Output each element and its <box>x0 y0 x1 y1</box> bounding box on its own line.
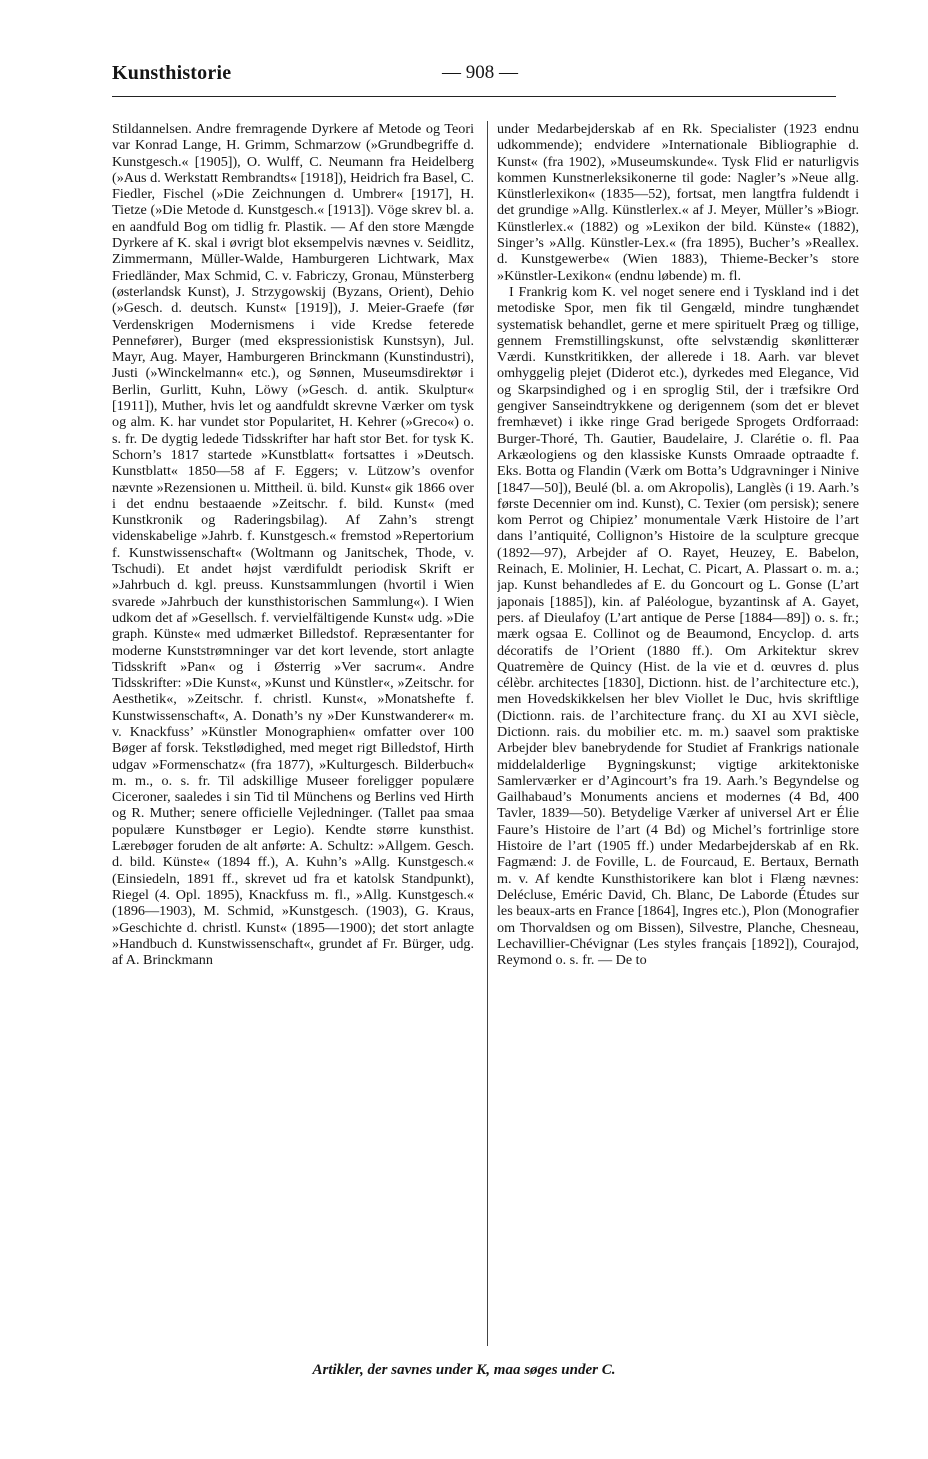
left-paragraph-1: Stildannelsen. Andre fremragende Dyrkere af Metode og Teori var Konrad Lange, H. Grimm, Schmarzow (»Grundbegriffe d. Kunstgesch.« [1905]), O. Wulff, C. Neumann fra Heidelberg (»Aus d. Werkstatt Rembrandts« [1918]), Heidrich fra Basel, C. Fiedler, Fischel (»Die Zeichnungen d. Umbrer« [1917], H. Tietze (»Die Metode d. Kunstgesch.« [1913]). Vöge skrev bl. a. en aandfuld Bog om tidlig fr. Plastik. — Af den store Mængde Dyrkere af K. skal i øvrigt blot eksempelvis nævnes v. Seidlitz, Zimmermann, Müller-Walde, Hamburgeren Lichtwark, Max Friedländer, Max Schmid, C. v. Fabriczy, Gronau, Münsterberg (østerlandsk Kunst), J. Strzygowskij (Byzans, Orient), Dehio (»Gesch. d. deutsch. Kunst« [1919]), J. Meier-Graefe (før Verdenskrigen Modernismens i vide Kredse feterede Pennefører), Burger (med ekspressionistisk Kunstsyn), Jul. Mayr, Aug. Mayer, Hamburgeren Brinckmann (Kunstindustri), Justi (»Winckelmann« etc.), og Sønnen, Museumsdirektør i Berlin, Gurlitt, Kuhn, Löwy (»Gesch. d. antik. Skulptur« [1911]), Muther, hvis let og aandfuldt skrevne Værker om tysk og alm. K. har vundet stor Popularitet, H. Kehrer (»Greco«) o. s. fr. De dygtig ledede Tidsskrifter har haft stor Bet. for tysk K. Schorn’s 1817 startede »Kunstblatt« fortsattes i »Deutsch. Kunstblatt« 1850—58 af F. Eggers; v. Lützow’s ovenfor nævnte »Rezensionen u. Mittheil. ü. bild. Kunst« gik 1866 over i det endnu bestaaende »Zeitschr. f. bild. Kunst« (med Kunstkronik og Raderingsbilag). Af Zahn’s strengt videnskabelige »Jahrb. f. Kunstgesch.« fremstod »Repertorium f. Kunstwissenschaft« (Woltmann og Janitschek, Thode, v. Tschudi). Et andet højst værdifuldt periodisk Skrift er »Jahrbuch d. kgl. preuss. Kunstsammlungen (hvortil i Wien svarede »Jahrbuch der kunsthistorischen Sammlung«). I Wien udkom det af »Gesellsch. f. vervielfältigende Kunst« udg. »Die graph. Künste« med udmærket Billedstof. Repræsentanter for moderne Kunststrømninger var det kort levende, stort anlagte Tidsskrift »Pan« og i Østerrig »Ver sacrum«. Andre Tidsskrifter: »Die Kunst«, »Kunst und Künstler«, »Zeitschr. for Aesthetik«, »Zeitschr. f. christl. Kunst«, »Monatshefte f. Kunstwissenschaft«, A. Donath’s ny »Der Kunstwanderer« m. v. Knackfuss’ »Künstler Monographien« omfatter over 100 Bøger af forsk. Tekstlødighed, med meget rigt Billedstof, Hirth udgav »Formenschatz« (fra 1877), »Kulturgesch. Bilderbuch« m. m., o. s. fr. Til adskillige Museer foreligger populære Ciceroner, saaledes i sin Tid til Münchens og Berlins ved Hirth og R. Muther; senere officielle Vejledninger. (Tallet paa smaa populære Kunstbøger er Legio). Kendte større kunsthist. Lærebøger foruden de alt anførte: A. Schultz: »Allgem. Gesch. d. bild. Künste« (1894 ff.), A. Kuhn’s »Allg. Kunstgesch.« (Einsiedeln, 1891 ff., skrevet ud fra et katolsk Standpunkt), Riegel (4. Opl. 1895), Knackfuss m. fl., »Allg. Kunstgesch.« (1896—1903), M. Schmid, »Kunstgesch. (1903), G. Kraus, »Geschichte d. christl. Kunst« (1895—1900); det stort anlagte »Handbuch d. Kunstwissenschaft«, grundet af Fr. Bürger, udg. af A. Brinckmann <box>112 121 474 969</box>
column-divider <box>487 121 488 1346</box>
right-paragraph-2: I Frankrig kom K. vel noget senere end i Tyskland ind i det metodiske Spor, men fik til Gengæld, mindre tunghændet systematisk behandlet, gerne et mere spirituelt Præg og tillige, gennem Fremstillingskunst, ofte selvstændig skønlitterær Værdi. Kunstkritikken, der allerede i 18. Aarh. var blevet omhyggelig plejet (Diderot etc.), dyrkedes med Elegance, Vid og Skarpsindighed og i en sproglig Stil, der i træfsikre Ord gengiver Sanseindtrykkene og derigennem (som det er blevet fremhævet) i ikke ringe Grad berigede Sprogets Ordforraad: Burger-Thoré, Th. Gautier, Baudelaire, J. Clarétie o. fl. Paa Arkæologiens og den klassiske Kunsts Omraade optraadte f. Eks. Botta og Flandin (Værk om Botta’s Udgravninger i Ninive [1847—50]), Beulé (bl. a. om Akropolis), Langlès (i 19. Aarh.’s første Decennier om ind. Kunst), C. Texier (om persisk); senere kom Perrot og Chipiez’ monumentale Værk Histoire de l’art dans l’antiquité, Collignon’s Histoire de la sculpture grecque (1892—97), Arbejder af O. Rayet, Heuzey, E. Babelon, Reinach, E. Molinier, H. Lechat, C. Picart, A. Plassart o. m. a.; jap. Kunst behandledes af E. du Goncourt og L. Gonse (L’art japonais [1885]), kin. af Paléologue, byzantinsk af A. Gayet, pers. af Dieulafoy (L’art antique de Perse [1884—89]) o. s. fr.; mærk ogsaa E. Collinot og de Beaumond, Encyclop. d. arts décoratifs de l’Orient (1880 ff.). Om Arkitektur skrev Quatremère de Quincy (Hist. de la vie et d. œuvres d. plus célèbr. architectes [1830], Dictionn. hist. de l’architecture etc.), men Hovedskikkelsen her blev Viollet le Duc, hvis skriftlige (Dictionn. rais. de l’architecture franç. du XI au XVI siècle, Dictionn. rais. du mobilier etc. m. m.) saavel som praktiske Arbejder blev banebrydende for Studiet af Frankrigs nationale middelalderlige Bygningskunst; vigtige arkitektoniske Samlerværker er d’Agincourt’s fra 19. Aarh.’s Begyndelse og Gailhabaud’s Monuments anciens et modernes (4 Bd, 400 Tavler, 1839—50). Betydelige Værker af universel Art er Élie Faure’s Histoire de l’art (4 Bd) og Michel’s fortrinlige store Histoire de l’art (1905 ff.) under Medarbejderskab af en Rk. Fagmænd: J. de Foville, L. de Fourcaud, E. Bertaux, Bernath m. v. Af kendte Kunsthistorikere kan blot i Flæng nævnes: Delécluse, Eméric David, Ch. Blanc, De Laborde (Études sur les beaux-arts en France [1864], Ingres etc.), Plon (Monografier om Thorvaldsen og om Bissen), Silvestre, Planche, Chesneau, Lechavillier-Chévignar (Les styles français [1892]), Courajod, Reymond o. s. fr. — De to <box>497 283 859 969</box>
footer-note: Artikler, der savnes under K, maa søges under C. <box>312 1362 616 1378</box>
page-number: — 908 — <box>442 62 518 83</box>
right-paragraph-1: under Medarbejderskab af en Rk. Specialister (1923 endnu udkommende); endvidere »Internationale Bibliographie d. Kunst« (fra 1902), »Museumskunde«. Tysk Flid er naturligvis kommen Kunstnerleksikonerne til gode: Nagler’s »Neue allg. Künstlerlexikon« (1835—52), fortsat, men langtfra fuldendt i det grundige »Allg. Künstlerlex.« af J. Meyer, Müller’s »Biogr. Künstlerlex.« (1882) og »Lexikon der bild. Künste« (1882), Singer’s »Allg. Künstler-Lex.« (fra 1895), Bucher’s »Reallex. d. Kunstgewerbe« (Wien 1883), Thieme-Becker’s store »Künstler-Lexikon« (endnu løbende) m. fl. <box>497 121 859 284</box>
right-column <box>497 121 859 1346</box>
section-title: Kunsthistorie <box>112 62 232 84</box>
left-column <box>112 121 474 1346</box>
running-header <box>112 62 834 92</box>
header-rule <box>112 96 836 97</box>
